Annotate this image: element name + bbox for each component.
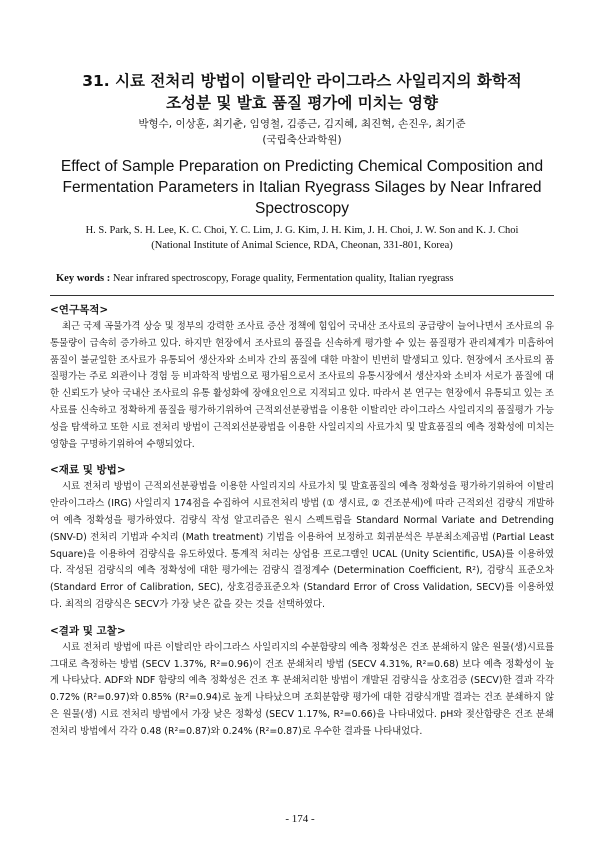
methods-body: 시료 전처리 방법이 근적외선분광법을 이용한 사일리지의 사료가치 및 발효품질의 예측 정확성을 평가하기위하여 이탈리안라이그라스 (IRG) 사일리지 174점을 수집하여 시료전처리 방법 (① 생시료, ② 건조분세)에 따라 근적외선 검량식 개발하여 예측 정확성을 평가하였다. 검량식 작성 알고리즘은 원시 스펙트럼을 Standard Normal Variate and Detrending (SNV-D) 전처리 기법과 수치리 (Math treatment) 기법을 이용하여 보정하고 회귀분석은 부분최소제곱법 (Partial Least Square)을 이용하여 검량식을 유도하였다. 통계적 처리는 상업용 프로그램인 UCAL (Unity Scientific, USA)를 이용하였다. 작성된 검량식의 예측 정확성에 대한 평가에는 검량식 결정계수 (Determination Coefficient, R²), 검량식 표준오차 (Standard Error of Calibration, SEC), 상호검증표준오차 (Standard Error of Cross Validation, SECV)를 이용하였다. 최적의 검량식은 SECV가 가장 낮은 값을 갖는 것을 선택하였다.	[50, 481, 554, 610]
objective-body: 최근 국제 곡물가격 상승 및 정부의 강력한 조사료 증산 정책에 힘입어 국내산 조사료의 공급량이 늘어나면서 조사료의 유통물량이 급속히 증가하고 있다. 하지만 현장에서 조사료의 품질을 신속하게 평가할 수 있는 품질평가 관리체계가 미흡하여 품질이 불균일한 조사료가 유통되어 생산자와 소비자 간의 품질에 대한 마찰이 빈번히 발생되고 있다. 현장에서 조사료의 품질평가는 주로 외관이나 경험 등 비과학적 방법으로 평가됨으로서 조사료의 유통시장에서 생산자와 소비자 서로가 품질에 대한 신뢰도가 낮아 국내산 조사료의 유통 활성화에 장애요인으로 지적되고 있다. 따라서 본 연구는 현장에서 유통되고 있는 조사료를 신속하고 정확하게 품질을 평가하기위하여 근적외선분광법을 이용한 이탈리안 라이그라스 사일리지의 품질평가 가능성을 탐색하고 또한 시료 전처리 방법이 근적외선분광법을 이용한 사일리지의 사료가치 및 발효품질의 예측 정확성에 미치는 영향을 구명하기위하여 수행되었다.	[50, 321, 554, 450]
korean-title	[50, 70, 554, 114]
page-number: - 174 -	[285, 813, 315, 825]
results-body: 시료 전처리 방법에 따른 이탈리안 라이그라스 사일리지의 수분함량의 예측 정확성은 건조 분쇄하지 않은 원물(생)시료를 그대로 측정하는 방법 (SECV 1.37%, R²=0.96)이 건조 분쇄처리 방법 (SECV 4.31%, R²=0.68) 보다 예측 정확성이 높게 나타났다. ADF와 NDF 함량의 예측 정확성은 건조 후 분쇄처리한 방법이 개발된 검량식을 상호검증 (SECV)한 결과 각각 0.72% (R²=0.97)와 0.85% (R²=0.94)로 높게 나타났으며 조회분함량 평가에 대한 검량식개발 결과는 건조 분쇄하지 않은 원물(생) 시료 전처리 방법에서 가장 낮은 정확성 (SECV 1.17%, R²=0.66)을 나타내었다. pH와 젖산함량은 건조 분쇄 전처리 방법에서 각각 0.48 (R²=0.87)와 0.24% (R²=0.87)로 우수한 결과를 나타내었다.	[50, 641, 554, 737]
english-title	[50, 156, 554, 219]
section-divider	[50, 295, 554, 296]
keywords	[50, 273, 554, 284]
korean-affiliation: (국립축산과학원)	[262, 134, 342, 146]
keywords-label: Key words :	[56, 273, 111, 284]
objective-heading: <연구목적>	[50, 304, 109, 316]
english-title-line1: Effect of Sample Preparation on Predicting Chemical Composition and	[60, 158, 544, 175]
english-title-line2: Fermentation Parameters in Italian Ryegrass Silages by Near Infrared	[62, 179, 542, 196]
methods-heading: <재료 및 방법>	[50, 464, 126, 477]
korean-title-line2: 조성분 및 발효 품질 평가에 미치는 영향	[166, 94, 438, 112]
english-affiliation: (National Institute of Animal Science, RDA, Cheonan, 331-801, Korea)	[151, 240, 453, 251]
korean-title-line1: 31. 시료 전처리 방법이 이탈리안 라이그라스 사일리지의 화학적	[82, 72, 522, 90]
results-heading: <결과 및 고찰>	[50, 624, 126, 637]
korean-authors: 박형수, 이상훈, 최기춘, 임영철, 김종근, 김지혜, 최진혁, 손진우, 최기준	[138, 118, 466, 130]
english-authors: H. S. Park, S. H. Lee, K. C. Choi, Y. C. Lim, J. G. Kim, J. H. Kim, J. H. Choi, J. W. Son and K. J. Choi	[85, 225, 519, 236]
english-title-line3: Spectroscopy	[255, 200, 349, 217]
keywords-text: Near infrared spectroscopy, Forage quality, Fermentation quality, Italian ryegrass	[112, 273, 454, 284]
